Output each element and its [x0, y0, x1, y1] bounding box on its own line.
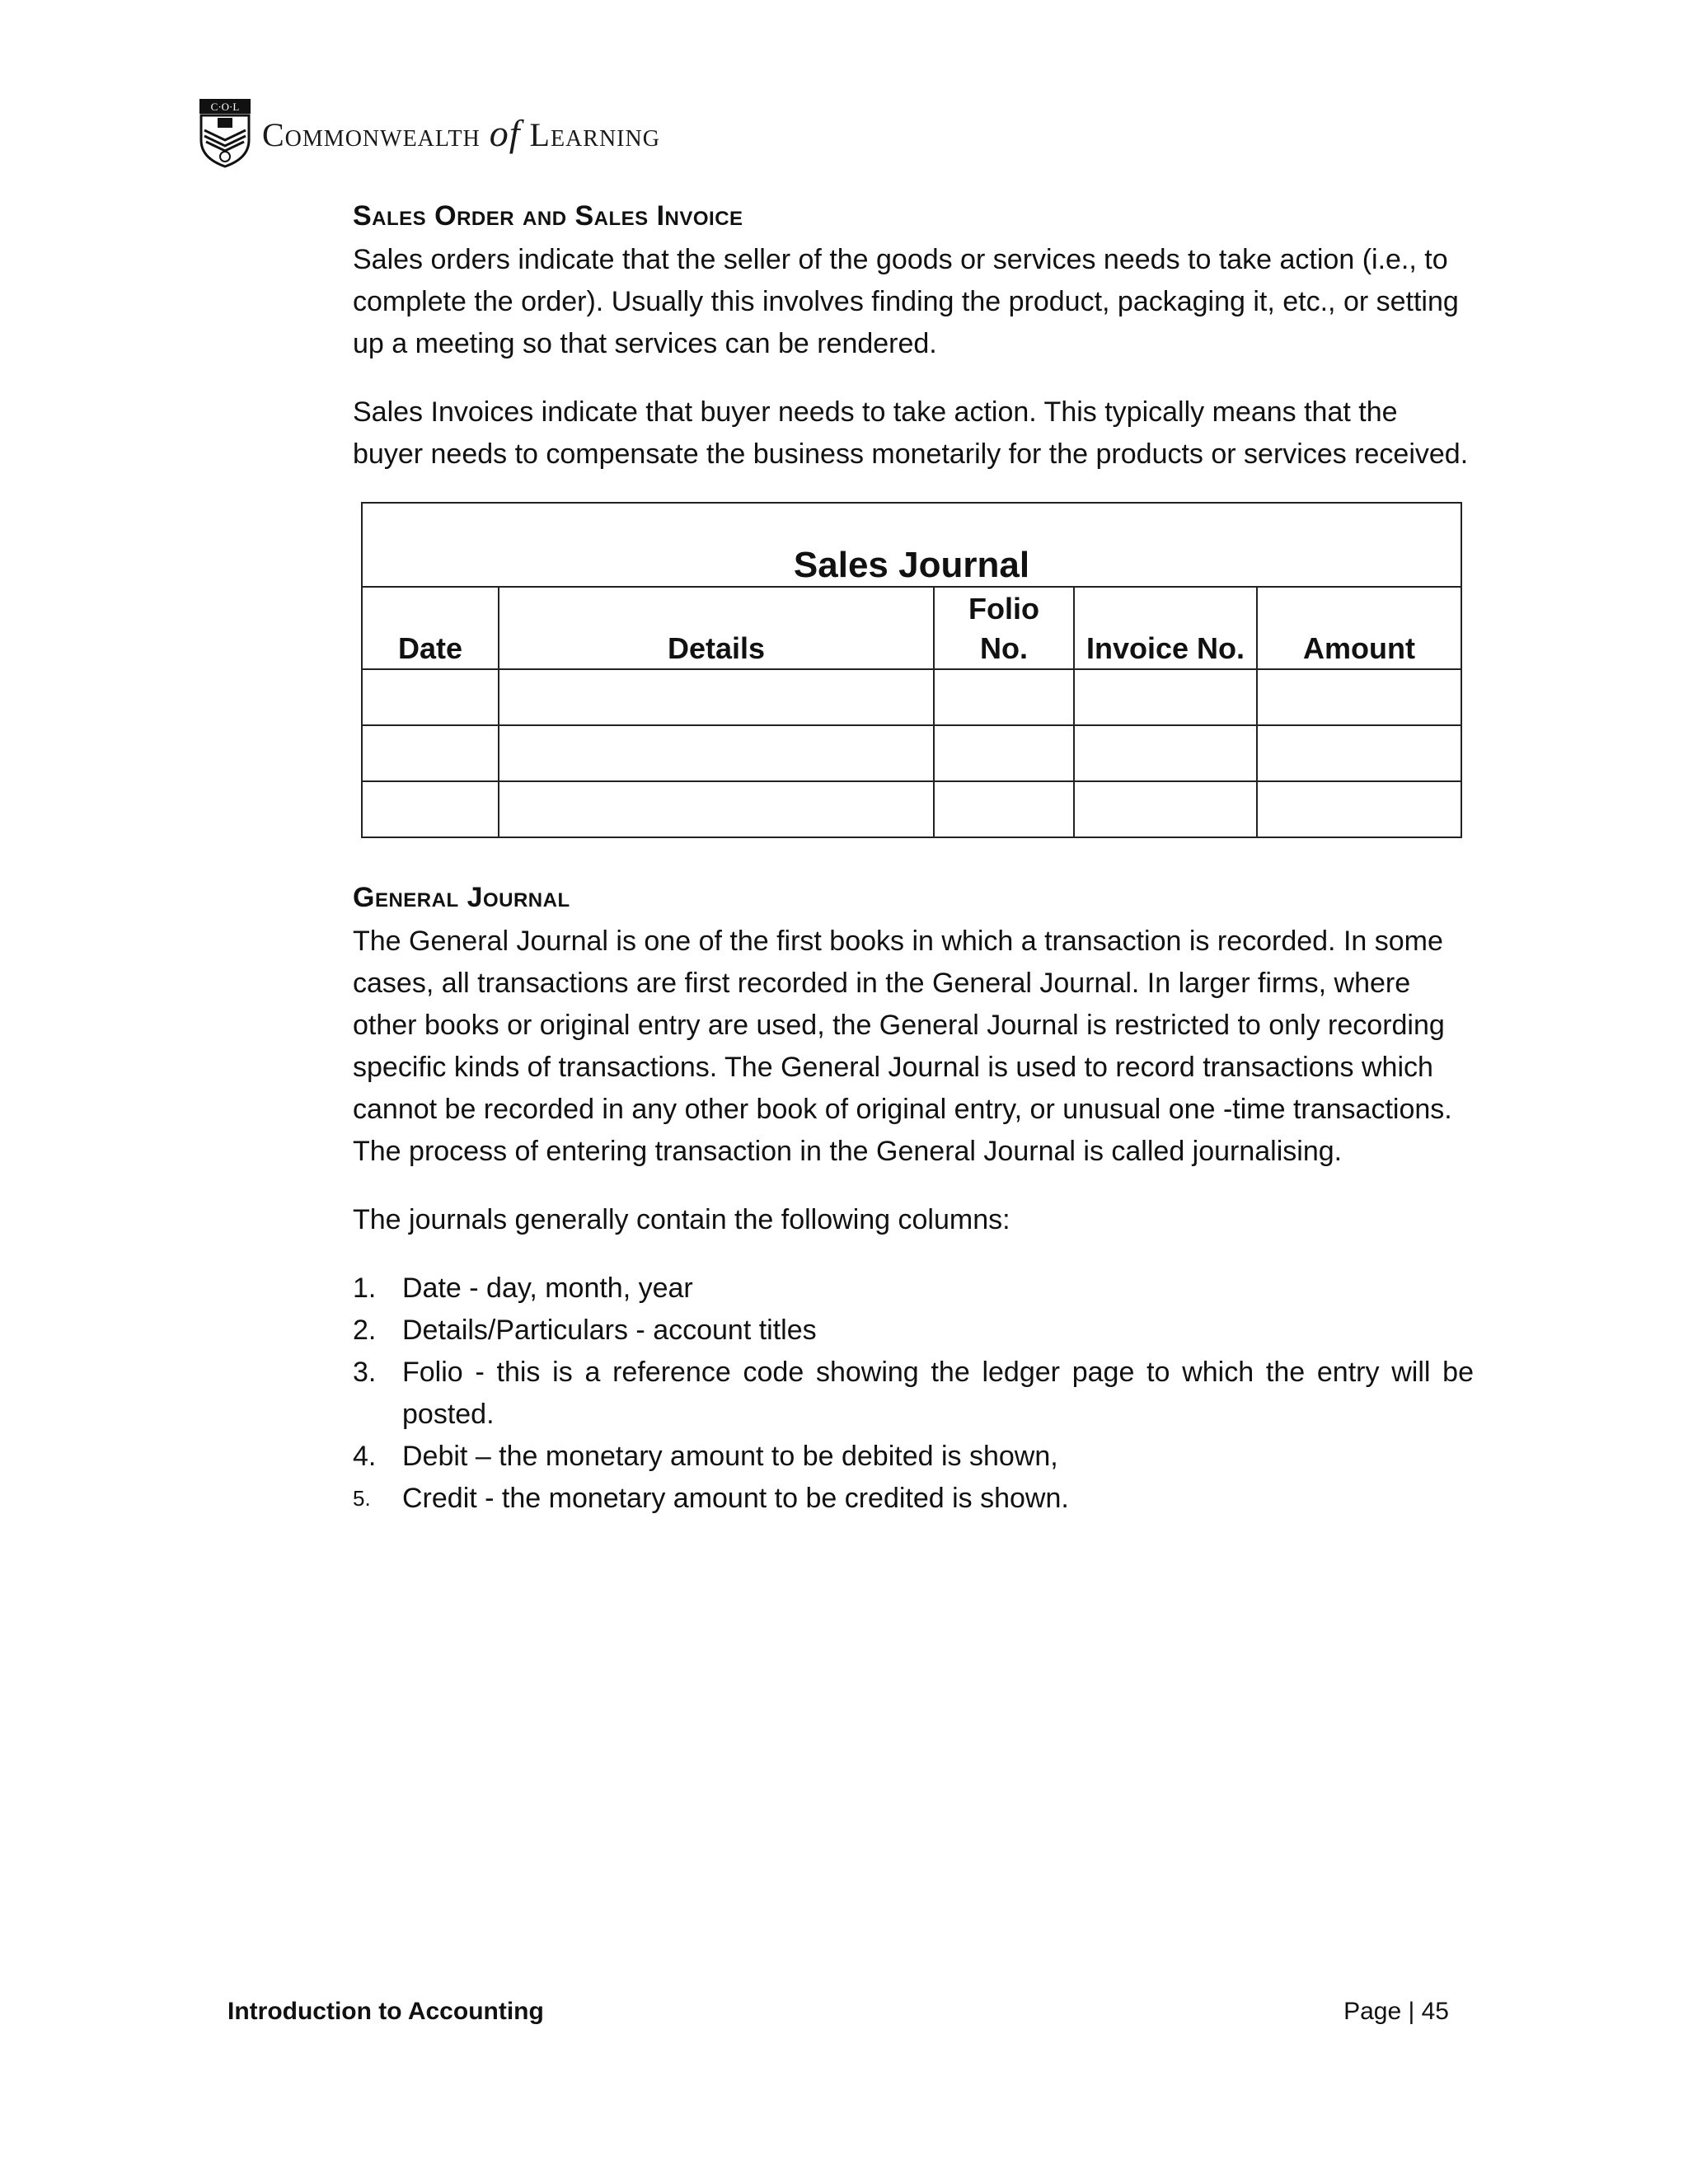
paragraph-sales-orders: Sales orders indicate that the seller of the goods or services needs to take action (i.e., to complete the order). Usually this involves finding the product, packaging it, etc., or setting up a meeting so that services can be rendered.	[353, 244, 1459, 359]
col-header-invoice-no: Invoice No.	[1074, 587, 1257, 669]
logo	[198, 97, 660, 168]
list-item	[353, 1436, 1474, 1478]
logo-text-1: Commonwealth	[262, 115, 481, 153]
col-header-date: Date	[362, 587, 499, 669]
list-item	[353, 1478, 1474, 1520]
page-content	[353, 198, 1474, 1520]
col-header-folio	[934, 587, 1074, 669]
list-item-number: 2.	[353, 1315, 377, 1346]
table-cell	[934, 669, 1074, 725]
list-item-number: 3.	[353, 1357, 377, 1388]
section-heading-sales-order: Sales Order and Sales Invoice	[353, 200, 743, 232]
logo-wordmark	[262, 111, 660, 155]
list-item	[353, 1352, 1474, 1436]
table-cell	[499, 669, 934, 725]
sales-journal-title: Sales Journal	[362, 503, 1461, 587]
col-header-details: Details	[499, 587, 934, 669]
table-cell	[499, 781, 934, 837]
table-cell	[362, 725, 499, 781]
table-cell	[362, 781, 499, 837]
table-row	[362, 725, 1461, 781]
table-cell	[499, 725, 934, 781]
table-cell	[1074, 669, 1257, 725]
list-item-number: 1.	[353, 1272, 377, 1304]
paragraph-sales-invoices: Sales Invoices indicate that buyer needs to take action. This typically means that the buyer needs to compensate the business monetarily for the products or services received.	[353, 396, 1469, 470]
col-header-folio-line2: No.	[980, 631, 1028, 665]
paragraph-general-journal: The General Journal is one of the first books in which a transaction is recorded. In some cases, all transactions are first recorded in the General Journal. In larger firms, where other books or original entry are used, the General Journal is restricted to only recording specific kinds of transactions. The General Journal is used to record transactions which cannot be recorded in any other book of original entry, or unusual one -time transactions. The process of entering transaction in the General Journal is called journalising.	[353, 926, 1452, 1167]
table-cell	[362, 669, 499, 725]
col-shield-icon	[198, 97, 252, 168]
footer-document-title: Introduction to Accounting	[227, 1998, 544, 2025]
list-item-text: Date - day, month, year	[402, 1272, 693, 1304]
logo-text-of: of	[489, 111, 521, 154]
table-cell	[1257, 781, 1461, 837]
section-heading-general-journal: General Journal	[353, 882, 570, 913]
paragraph-journal-columns: The journals generally contain the following columns:	[353, 1204, 1010, 1235]
sales-journal-header-row	[362, 587, 1461, 669]
table-cell	[1257, 669, 1461, 725]
table-cell	[934, 725, 1074, 781]
list-item-text: Credit - the monetary amount to be credited is shown.	[402, 1483, 1069, 1514]
table-cell	[1074, 781, 1257, 837]
list-item-number: 4.	[353, 1441, 377, 1472]
list-item	[353, 1268, 1474, 1310]
col-header-amount: Amount	[1257, 587, 1461, 669]
table-row	[362, 781, 1461, 837]
footer-page-number: Page | 45	[1343, 1998, 1449, 2025]
journal-columns-list	[353, 1268, 1474, 1520]
table-cell	[1074, 725, 1257, 781]
list-item-text: Debit – the monetary amount to be debited is shown,	[402, 1441, 1058, 1472]
logo-text-2: Learning	[529, 115, 660, 153]
list-item-text: Details/Particulars - account titles	[402, 1315, 817, 1346]
table-row	[362, 669, 1461, 725]
sales-journal-table	[361, 502, 1462, 838]
list-item	[353, 1310, 1474, 1352]
table-cell	[1257, 725, 1461, 781]
list-item-text: Folio - this is a reference code showing the ledger page to which the entry will be posted.	[402, 1357, 1474, 1430]
logo-mark-text: C·O·L	[210, 101, 240, 113]
list-item-number: 5.	[353, 1486, 371, 1511]
col-header-folio-line1: Folio	[968, 592, 1039, 626]
table-cell	[934, 781, 1074, 837]
